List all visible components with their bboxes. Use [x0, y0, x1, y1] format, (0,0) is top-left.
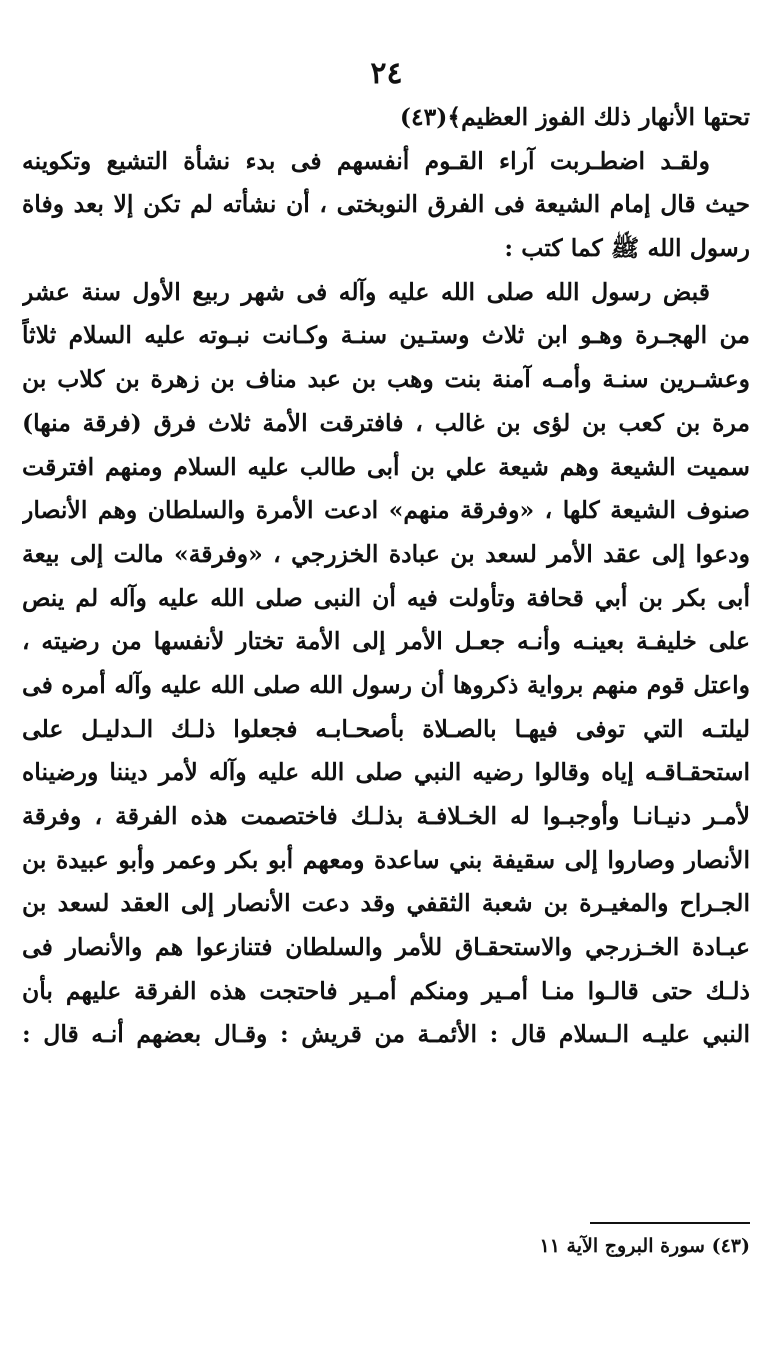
text-line: ليلتـه التي توفى فيهـا بالصـلاة بأصحـابـه فجعلوا ذلـك الـدليـل على — [22, 714, 750, 743]
text-line: عبـادة الخـزرجي والاستحقـاق للأمر والسلطان فتنازعوا هم والأنصار فى — [22, 933, 750, 962]
footnote-divider — [590, 1222, 750, 1224]
text-line: حيث قال إمام الشيعة فى الفرق النوبختى ، أن نشأته لم تكن إلا بعد وفاة — [22, 190, 750, 219]
text-line: واعتل قوم منهم برواية ذكروها أن رسول الله صلى الله عليه وآله أمره فى — [22, 670, 750, 699]
text-line: استحقـاقـه إياه وقالوا رضيه النبي صلى الله عليه وآله لأمر ديننا ورضيناه — [22, 758, 750, 787]
text-line: ولقـد اضطـربت آراء القـوم أنفسهم فى بدء نشأة التشيع وتكوينه — [22, 146, 710, 175]
text-line: مرة بن كعب بن لؤى بن غالب ، فافترقت الأمة ثلاث فرق (فرقة منها) — [22, 408, 750, 437]
text-line: قبض رسول الله صلى الله عليه وآله فى شهر ربيع الأول سنة عشر — [22, 277, 710, 306]
text-line: تحتها الأنهار ذلك الفوز العظيم﴾(٤٣) — [399, 103, 750, 131]
text-line: سميت الشيعة وهم شيعة علي بن أبى طالب عليه السلام ومنهم افترقت — [22, 452, 750, 481]
text-line: رسول الله ﷺ كما كتب : — [504, 234, 750, 263]
text-line: أبى بكر بن أبي قحافة وتأولت فيه أن النبى صلى الله عليه وآله لم ينص — [22, 583, 750, 612]
footnote: (٤٣) سورة البروج الآية ١١ — [539, 1235, 750, 1257]
text-line: وعشـرين سنـة وأمـه آمنة بنت وهب بن عبد مناف بن زهرة بن كلاب بن — [22, 365, 750, 394]
text-line: ذلـك حتى قالـوا منـا أمـير ومنكم أمـير فاحتجت هذه الفرقة عليهم بأن — [22, 976, 750, 1005]
text-line: صنوف الشيعة كلها ، «وفرقة منهم» ادعت الأمرة والسلطان وهم الأنصار — [22, 496, 750, 525]
text-line: الأنصار وصاروا إلى سقيفة بني ساعدة ومعهم أبو بكر وعمر وأبو عبيدة بن — [22, 845, 750, 874]
text-line: من الهجـرة وهـو ابن ثلاث وستـين سنـة وكـانت نبـوته عليه السلام ثلاثاً — [22, 321, 750, 350]
text-line: لأمـر دنيـانـا وأوجبـوا له الخـلافـة بذلـك فاختصمت هذه الفرقة ، وفرقة — [22, 802, 750, 830]
page-number: ٢٤ — [370, 56, 403, 91]
main-text — [22, 96, 750, 1057]
text-line: على خليفـة بعينـه وأنـه جعـل الأمر إلى الأمة تختار لأنفسها من رضيته ، — [22, 627, 750, 656]
text-line: ودعوا إلى عقد الأمر لسعد بن عبادة الخزرجي ، «وفرقة» مالت إلى بيعة — [22, 539, 750, 568]
text-line: الجـراح والمغيـرة بن شعبة الثقفي وقد دعت الأنصار إلى العقد لسعد بن — [22, 889, 750, 918]
text-line: النبي عليـه الـسلام قال : الأئمـة من قريش : وقـال بعضهم أنـه قال : — [22, 1020, 750, 1049]
